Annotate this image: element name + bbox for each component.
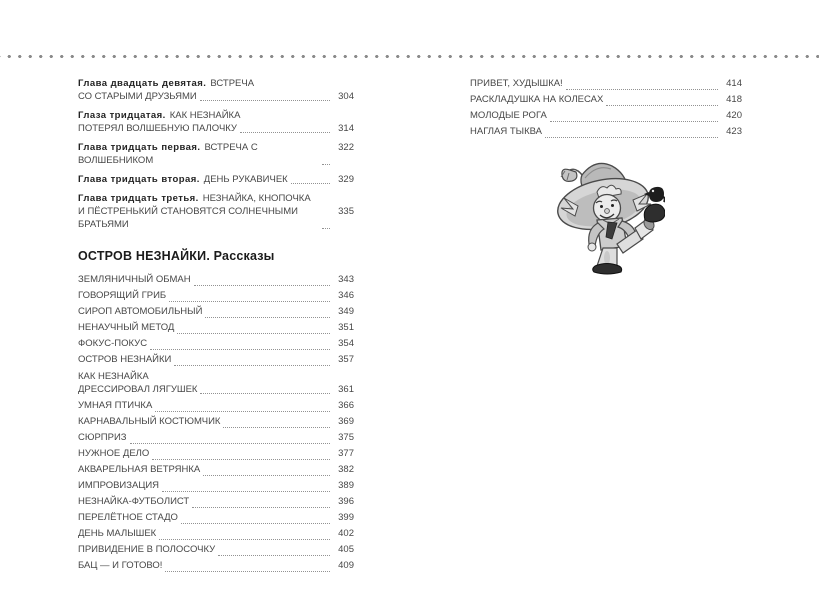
toc-story-entry <box>78 320 354 336</box>
page-number: 409 <box>338 560 354 571</box>
chapter-label: Глава тридцать вторая. <box>78 174 200 185</box>
dot-leader <box>203 475 330 476</box>
toc-left-column <box>78 77 354 574</box>
page-number: 343 <box>338 274 354 285</box>
page-number: 369 <box>338 416 354 427</box>
story-title: СИРОП АВТОМОБИЛЬНЫЙ <box>78 306 203 317</box>
story-title: УМНАЯ ПТИЧКА <box>78 400 153 411</box>
story-title: АКВАРЕЛЬНАЯ ВЕТРЯНКА <box>78 464 201 475</box>
story-title-line2: ДРЕССИРОВАЛ ЛЯГУШЕК <box>78 384 198 395</box>
toc-story-entry <box>470 124 742 140</box>
toc-story-entry <box>78 430 354 446</box>
dot-leader <box>181 523 330 524</box>
dot-leader <box>205 317 330 318</box>
story-title: ПРИВЕТ, ХУДЫШКА! <box>470 78 563 89</box>
page-number: 366 <box>338 400 354 411</box>
story-title: БАЦ — И ГОТОВО! <box>78 560 163 571</box>
dot-leader <box>165 571 330 572</box>
page-number: 349 <box>338 306 354 317</box>
toc-story-entry <box>470 108 742 124</box>
page-number: 389 <box>338 480 354 491</box>
toc-chapter-entry <box>78 173 354 186</box>
toc-story-entry <box>78 288 354 304</box>
toc-story-entry <box>470 92 742 108</box>
page-number: 377 <box>338 448 354 459</box>
chapter-title-line2: ПОТЕРЯЛ ВОЛШЕБНУЮ ПАЛОЧКУ <box>78 123 237 134</box>
dot-leader <box>566 89 718 90</box>
chapter-label: Глаза тридцатая. <box>78 110 166 121</box>
page-number: 361 <box>338 384 354 395</box>
page-number: 423 <box>726 126 742 137</box>
page-number: 396 <box>338 496 354 507</box>
dot-leader <box>130 443 330 444</box>
story-title-line1: КАК НЕЗНАЙКА <box>78 371 149 382</box>
story-title: ПЕРЕЛЁТНОЕ СТАДО <box>78 512 178 523</box>
page-number: 382 <box>338 464 354 475</box>
page-number: 399 <box>338 512 354 523</box>
story-title: ОСТРОВ НЕЗНАЙКИ <box>78 354 172 365</box>
story-title: КАРНАВАЛЬНЫЙ КОСТЮМЧИК <box>78 416 221 427</box>
toc-story-entry <box>78 398 354 414</box>
page-number: 402 <box>338 528 354 539</box>
neznayka-cartoon-illustration <box>545 156 665 282</box>
toc-story-entry <box>470 76 742 92</box>
toc-chapter-entry <box>78 192 354 231</box>
page-number: 414 <box>726 78 742 89</box>
story-title: СЮРПРИЗ <box>78 432 127 443</box>
toc-story-entry <box>78 370 354 396</box>
dot-leader <box>322 228 330 229</box>
dot-leader <box>162 491 330 492</box>
page-number: 346 <box>338 290 354 301</box>
toc-story-entry <box>78 352 354 368</box>
page-number: 354 <box>338 338 354 349</box>
story-title: ДЕНЬ МАЛЫШЕК <box>78 528 157 539</box>
page-number: 304 <box>338 91 354 102</box>
story-title: ПРИВИДЕНИЕ В ПОЛОСОЧКУ <box>78 544 216 555</box>
page-number: 357 <box>338 354 354 365</box>
dot-leader <box>192 507 330 508</box>
story-title: НЕЗНАЙКА-ФУТБОЛИСТ <box>78 496 190 507</box>
dot-leader <box>240 132 330 133</box>
toc-chapter-entry <box>78 77 354 103</box>
toc-story-entry <box>78 478 354 494</box>
toc-story-entry <box>78 494 354 510</box>
page-number: 335 <box>338 206 354 217</box>
page-number: 314 <box>338 123 354 134</box>
story-title: НУЖНОЕ ДЕЛО <box>78 448 150 459</box>
toc-story-entry <box>78 446 354 462</box>
toc-story-entry <box>78 304 354 320</box>
dot-leader <box>194 285 330 286</box>
dot-leader <box>174 365 330 366</box>
chapter-title: ВСТРЕЧА <box>210 78 255 89</box>
dot-leader <box>169 301 330 302</box>
chapter-title: КАК НЕЗНАЙКА <box>169 110 241 121</box>
page-number: 329 <box>338 174 354 185</box>
page-number: 375 <box>338 432 354 443</box>
page-number: 418 <box>726 94 742 105</box>
page-number: 351 <box>338 322 354 333</box>
toc-chapter-entry <box>78 141 354 167</box>
dot-leader <box>223 427 330 428</box>
toc-story-entry <box>78 336 354 352</box>
chapter-title: НЕЗНАЙКА, КНОПОЧКА <box>202 193 311 204</box>
chapter-title-line2: СО СТАРЫМИ ДРУЗЬЯМИ <box>78 91 197 102</box>
toc-story-entry <box>78 542 354 558</box>
chapter-label: Глава тридцать третья. <box>78 193 199 204</box>
story-title: ФОКУС-ПОКУС <box>78 338 148 349</box>
dot-leader <box>152 459 330 460</box>
dot-leader <box>200 393 330 394</box>
page-number: 322 <box>338 142 354 153</box>
dot-leader <box>322 164 330 165</box>
chapter-label: Глава тридцать первая. <box>78 142 201 153</box>
section-title: ОСТРОВ НЕЗНАЙКИ. Рассказы <box>78 249 275 263</box>
toc-story-list <box>78 272 354 574</box>
story-title: НЕНАУЧНЫЙ МЕТОД <box>78 322 175 333</box>
toc-story-entry <box>78 526 354 542</box>
toc-right-column <box>470 76 742 140</box>
toc-story-entry <box>78 510 354 526</box>
toc-chapter-entry <box>78 109 354 135</box>
story-title: НАГЛАЯ ТЫКВА <box>470 126 542 137</box>
toc-story-entry <box>78 462 354 478</box>
dot-leader <box>155 411 330 412</box>
chapter-title: ВСТРЕЧА С ВОЛШЕБНИКОМ <box>78 142 258 166</box>
dot-leader <box>159 539 330 540</box>
dot-leader <box>200 100 330 101</box>
dot-leader <box>550 121 718 122</box>
chapter-label: Глава двадцать девятая. <box>78 78 207 89</box>
toc-story-entry <box>78 272 354 288</box>
story-title: МОЛОДЫЕ РОГА <box>470 110 547 121</box>
story-title: ИМПРОВИЗАЦИЯ <box>78 480 160 491</box>
decorative-dot-row <box>0 53 819 60</box>
toc-story-entry <box>78 414 354 430</box>
dot-leader <box>177 333 330 334</box>
dot-leader <box>606 105 718 106</box>
page-number: 405 <box>338 544 354 555</box>
page-number: 420 <box>726 110 742 121</box>
dot-leader <box>291 183 330 184</box>
story-title: РАСКЛАДУШКА НА КОЛЕСАХ <box>470 94 604 105</box>
toc-story-entry <box>78 558 354 574</box>
chapter-title: ДЕНЬ РУКАВИЧЕК <box>203 174 288 185</box>
story-title: ЗЕМЛЯНИЧНЫЙ ОБМАН <box>78 274 191 285</box>
dot-leader <box>218 555 330 556</box>
chapter-title-line2: И ПЁСТРЕНЬКИЙ СТАНОВЯТСЯ СОЛНЕЧНЫМИ БРАТЬЯМИ <box>78 206 298 230</box>
dot-leader <box>545 137 718 138</box>
dot-leader <box>150 349 330 350</box>
story-title: ГОВОРЯЩИЙ ГРИБ <box>78 290 167 301</box>
